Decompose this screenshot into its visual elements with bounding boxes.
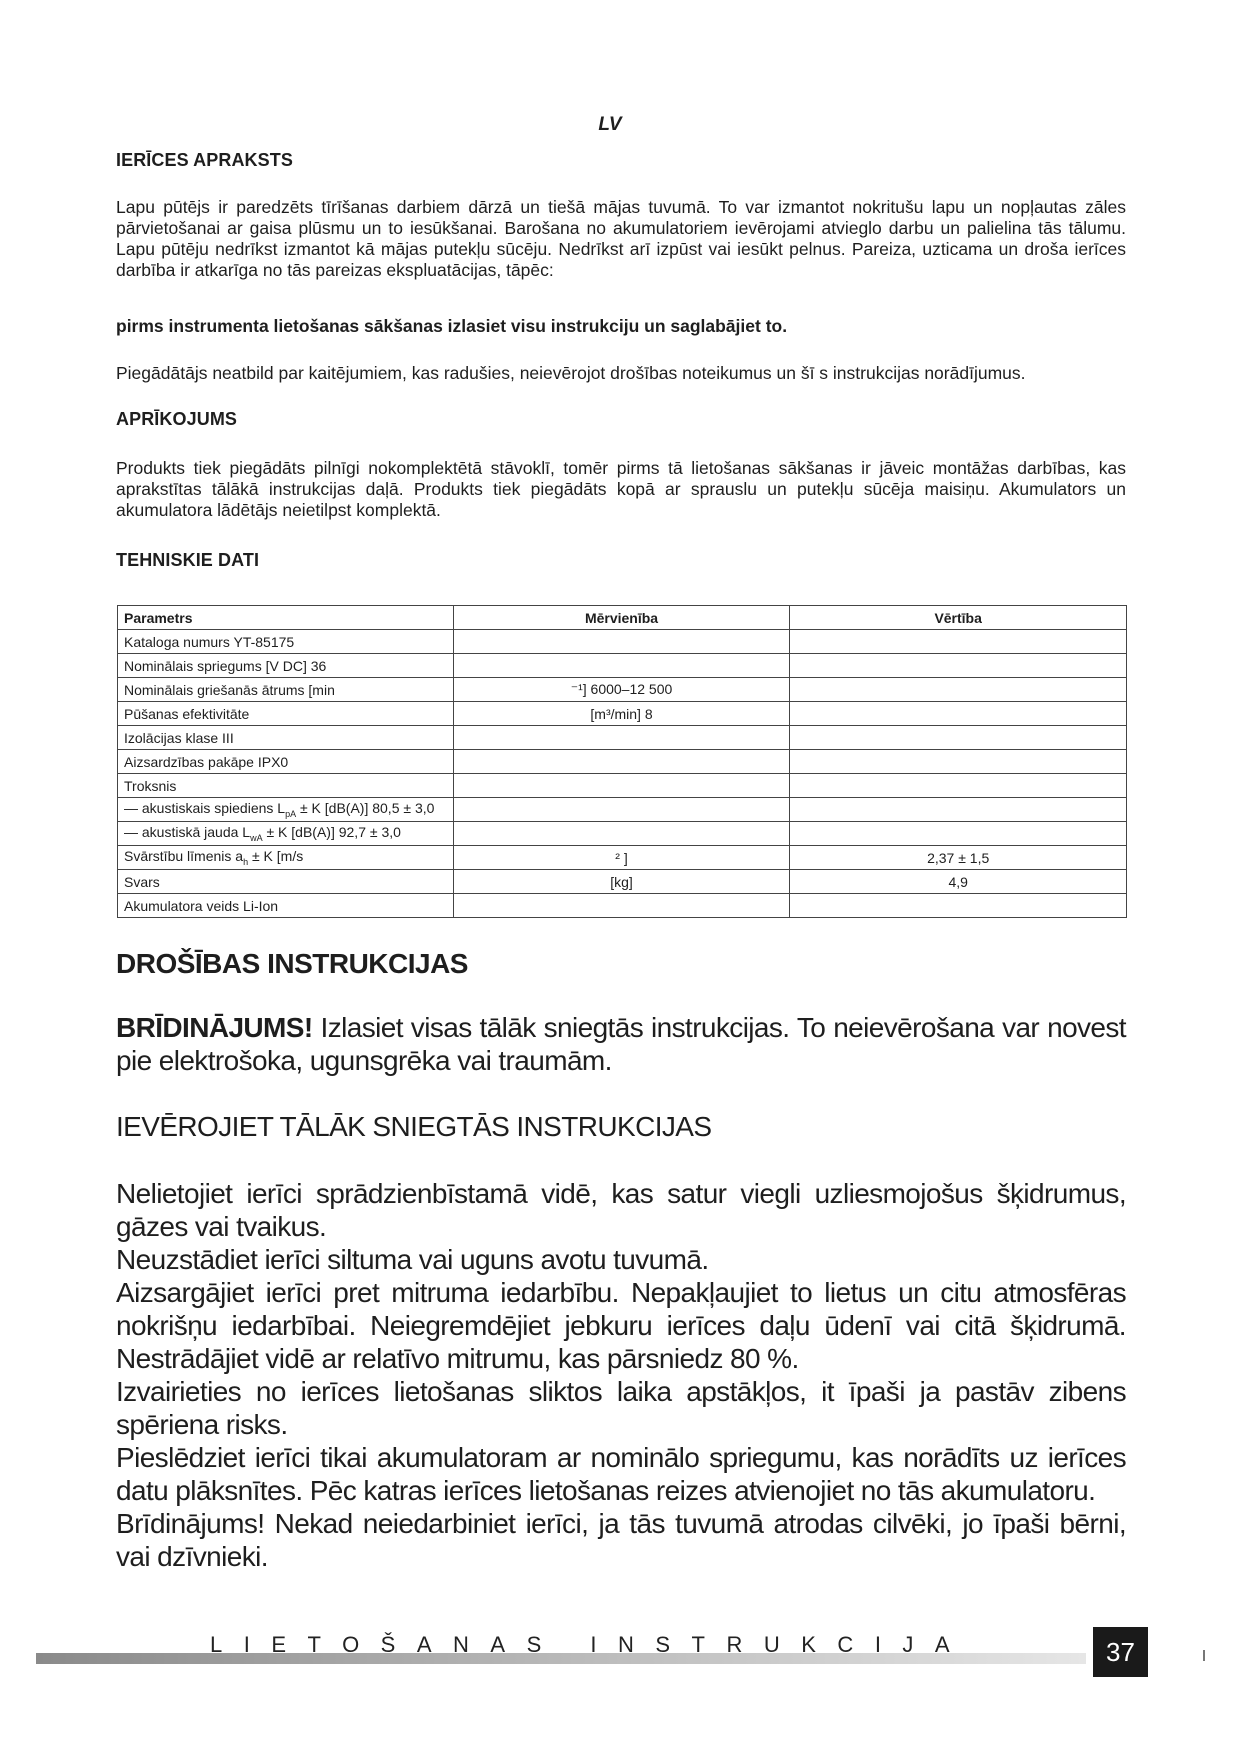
cell-value <box>790 774 1127 798</box>
safety-paragraph: Aizsargājiet ierīci pret mitruma iedarbību. Nepakļaujiet to lietus un citu atmosfēras nokrišņu iedarbībai. Neiegremdējiet jebkuru ierīces daļu ūdenī vai citā šķidrumā. Nestrādājiet vidē ar relatīvo mitrumu, kas pārsniedz 80 %. <box>116 1277 1126 1374</box>
cell-unit: ⁻¹] 6000–12 500 <box>453 678 790 702</box>
cell-parameter: Kataloga numurs YT-85175 <box>118 630 454 654</box>
cell-value <box>790 822 1127 846</box>
disclaimer-paragraph: Piegādātājs neatbild par kaitējumiem, kas radušies, neievērojot drošības noteikumus un šī s instrukcijas norādījumus. <box>116 363 1026 383</box>
cell-parameter: Nominālais spriegums [V DC] 36 <box>118 654 454 678</box>
table-row <box>118 750 1127 774</box>
cell-unit <box>453 774 790 798</box>
cell-value: 4,9 <box>790 870 1127 894</box>
table-header-row <box>118 606 1127 630</box>
cell-parameter: Izolācijas klase III <box>118 726 454 750</box>
cell-parameter: — akustiskais spiediens $L_{pA} \pm K$ [dB(A)] 80,5 ± 3,0 <box>118 798 454 822</box>
table-row <box>118 894 1127 918</box>
language-label: LV <box>598 114 622 135</box>
table-row <box>118 798 1127 822</box>
safety-paragraph: Nelietojiet ierīci sprādzienbīstamā vidē, kas satur viegli uzliesmojošus šķidrumus, gāzes vai tvaikus. <box>116 1178 1126 1242</box>
section-title-equipment: APRĪKOJUMS <box>116 409 238 429</box>
warning-text: Izlasiet visas tālāk sniegtās instrukcijas. To neievērošana var novest pie elektrošoka, ugunsgrēka vai traumām. <box>116 1012 1126 1076</box>
section-title-tech: TEHNISKIE DATI <box>116 550 260 570</box>
safety-paragraph: Izvairieties no ierīces lietošanas sliktos laika apstākļos, it īpaši ja pastāv zibens spēriena risks. <box>116 1376 1126 1440</box>
safety-title: DROŠĪBAS INSTRUKCIJAS <box>116 948 468 979</box>
cell-unit <box>453 726 790 750</box>
cell-parameter: Nominālais griešanās ātrums [min <box>118 678 454 702</box>
footer-title: LIETOŠANAS INSTRUKCIJA <box>210 1632 972 1657</box>
cell-unit <box>453 798 790 822</box>
table-body <box>118 630 1127 918</box>
cell-unit <box>453 822 790 846</box>
cell-unit <box>453 630 790 654</box>
safety-paragraph: Neuzstādiet ierīci siltuma vai uguns avotu tuvumā. <box>116 1244 709 1275</box>
table-row <box>118 846 1127 870</box>
safety-paragraph: Pieslēdziet ierīci tikai akumulatoram ar nominālo spriegumu, kas norādīts uz ierīces datu plāksnītes. Pēc katras ierīces lietošanas reizes atvienojiet no tās akumulatoru. <box>116 1442 1126 1506</box>
description-paragraph: Lapu pūtējs ir paredzēts tīrīšanas darbiem dārzā un tiešā mājas tuvumā. To var izmantot nokritušu lapu un nopļautas zāles pārvietošanai ar gaisa plūsmu un to iesūkšanai. Barošana no akumulatoriem ievērojami atvieglo darbu un palielina tās tālumu. Lapu pūtēju nedrīkst izmantot kā mājas putekļu sūcēju. Nedrīkst arī izpūst vai iesūkt pelnus. Pareiza, uzticama un droša ierīces darbība ir atkarīga no tās pareizas ekspluatācijas, tāpēc: <box>116 197 1126 280</box>
description-bold-note: pirms instrumenta lietošanas sākšanas izlasiet visu instrukciju un saglabājiet to. <box>116 316 788 336</box>
table-row <box>118 870 1127 894</box>
cell-value: 2,37 ± 1,5 <box>790 846 1127 870</box>
cell-parameter: Troksnis <box>118 774 454 798</box>
header-value: Vērtība <box>790 606 1127 630</box>
cell-value <box>790 726 1127 750</box>
footer-tick-mark <box>1203 1650 1205 1661</box>
page-number: 37 <box>1093 1627 1148 1677</box>
table-row <box>118 630 1127 654</box>
cell-unit: [kg] <box>453 870 790 894</box>
cell-parameter: Aizsardzības pakāpe IPX0 <box>118 750 454 774</box>
cell-parameter: — akustiskā jauda $L_{wA} \pm K$ [dB(A)] 92,7 ± 3,0 <box>118 822 454 846</box>
cell-unit: ² ] <box>453 846 790 870</box>
cell-unit <box>453 894 790 918</box>
safety-paragraph: Brīdinājums! Nekad neiedarbiniet ierīci, ja tās tuvumā atrodas cilvēki, jo īpaši bērni, vai dzīvnieki. <box>116 1508 1126 1572</box>
equipment-paragraph: Produkts tiek piegādāts pilnīgi nokomplektētā stāvoklī, tomēr pirms tā lietošanas sākšanas ir jāveic montāžas darbības, kas aprakstītas tālākā instrukcijas daļā. Produkts tiek piegādāts kopā ar sprauslu un putekļu sūcēja maisiņu. Akumulators un akumulatora lādētājs neietilpst komplektā. <box>116 458 1126 520</box>
cell-unit <box>453 654 790 678</box>
cell-value <box>790 678 1127 702</box>
cell-unit <box>453 750 790 774</box>
header-unit: Mērvienība <box>453 606 790 630</box>
section-title-description: IERĪCES APRAKSTS <box>116 150 293 170</box>
header-parameter: Parametrs <box>118 606 454 630</box>
cell-value <box>790 630 1127 654</box>
cell-parameter: Akumulatora veids Li-Ion <box>118 894 454 918</box>
safety-instructions <box>116 1177 1126 1573</box>
cell-value <box>790 654 1127 678</box>
table-row <box>118 774 1127 798</box>
table-row <box>118 654 1127 678</box>
table-row <box>118 702 1127 726</box>
cell-value <box>790 798 1127 822</box>
cell-value <box>790 750 1127 774</box>
safety-subtitle: IEVĒROJIET TĀLĀK SNIEGTĀS INSTRUKCIJAS <box>116 1111 712 1142</box>
safety-warning <box>116 1011 1126 1077</box>
cell-value <box>790 702 1127 726</box>
cell-unit: [m³/min] 8 <box>453 702 790 726</box>
cell-parameter: Pūšanas efektivitāte <box>118 702 454 726</box>
table-row <box>118 726 1127 750</box>
tech-data-table <box>117 605 1127 918</box>
table-row <box>118 822 1127 846</box>
warning-lead: BRĪDINĀJUMS! <box>116 1012 313 1043</box>
cell-value <box>790 894 1127 918</box>
table-row <box>118 678 1127 702</box>
cell-parameter: Svars <box>118 870 454 894</box>
cell-parameter: Svārstību līmenis $a_h \pm K$ [m/s <box>118 846 454 870</box>
